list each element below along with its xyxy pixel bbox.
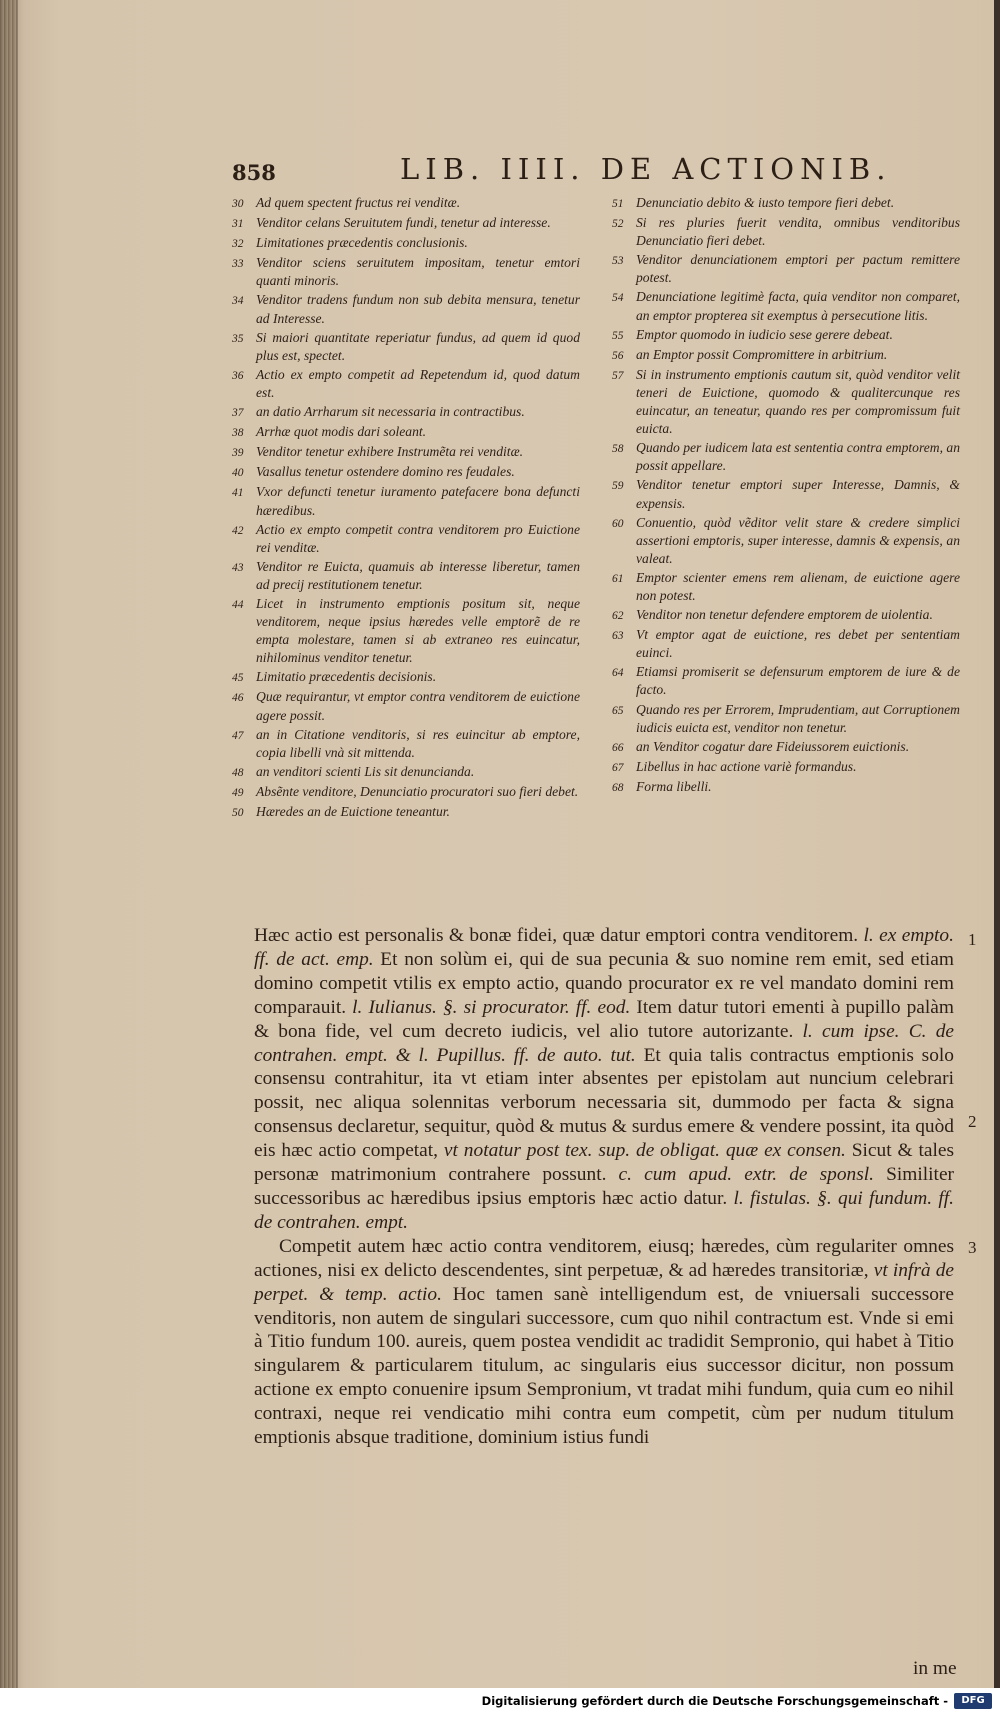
entry-text: Vt emptor agat de euictione, res debet per sententiam euinci. bbox=[636, 627, 960, 661]
summary-entry bbox=[232, 234, 580, 253]
entry-text: Denunciatione legitimè facta, quia venditor non comparet, an emptor propterea sit exemptus à persecutione litis. bbox=[636, 289, 960, 323]
entry-text: Venditor re Euicta, quamuis ab interesse liberetur, tamen ad precij restitutionem tenetur. bbox=[256, 558, 580, 592]
summary-entry bbox=[232, 688, 580, 724]
legal-citation: l. cum ipse. C. de contrahen. empt. & l. Pupillus. ff. de auto. tut. bbox=[254, 1020, 954, 1066]
entry-number: 61 bbox=[612, 572, 624, 585]
entry-text: Forma libelli. bbox=[636, 778, 712, 794]
page-number: 858 bbox=[232, 160, 276, 185]
catchword: in me bbox=[913, 1658, 957, 1679]
summary-entry bbox=[232, 595, 580, 667]
entry-number: 49 bbox=[232, 786, 244, 799]
entry-text: Absẽnte venditore, Denunciatio procuratori suo fieri debet. bbox=[256, 783, 579, 799]
footer-bar bbox=[0, 1688, 1000, 1715]
entry-number: 53 bbox=[612, 255, 624, 268]
entry-number: 36 bbox=[232, 369, 244, 382]
entry-number: 37 bbox=[232, 407, 244, 420]
entry-text: Venditor non tenetur defendere emptorem de uiolentia. bbox=[636, 607, 933, 623]
summary-entry bbox=[232, 254, 580, 290]
summary-entry bbox=[612, 194, 960, 213]
summary-entry bbox=[612, 439, 960, 475]
entry-number: 65 bbox=[612, 704, 624, 717]
summary-entry bbox=[232, 483, 580, 519]
entry-text: Actio ex empto competit contra venditorem pro Euictione rei venditæ. bbox=[256, 521, 580, 555]
entry-number: 31 bbox=[232, 218, 244, 231]
entry-text: Ad quem spectent fructus rei venditæ. bbox=[256, 195, 461, 210]
summary-entry bbox=[612, 346, 960, 365]
summary-entry bbox=[612, 758, 960, 777]
entry-text: Vasallus tenetur ostendere domino res feudales. bbox=[256, 464, 515, 480]
entry-number: 39 bbox=[232, 447, 244, 460]
entry-number: 33 bbox=[232, 258, 244, 271]
text-run: Et quia talis contractus emptionis solo consensu contrahitur, ita vt etiam inter absentes per epistolam aut nuncium celebrari possit, nec aliqua solennitas verborum necessaria sit, dummodo per facta & signa consensus declaretur, sequitur, quòd & mutus & surdus emere & vendere possint, ita quòd eis hæc actio competat, bbox=[254, 1044, 954, 1162]
legal-citation: l. ex empto. ff. de act. emp. bbox=[254, 925, 954, 970]
entry-text: an Venditor cogatur dare Fideiussorem euictionis. bbox=[636, 738, 910, 754]
entry-text: Si maiori quantitate reperiatur fundus, ad quem id quod plus est, spectet. bbox=[256, 329, 580, 363]
summary-entry bbox=[232, 194, 580, 213]
entry-text: Libellus in hac actione variè formandus. bbox=[636, 758, 857, 774]
entry-text: an datio Arrharum sit necessaria in contractibus. bbox=[256, 404, 525, 420]
footer-credit: Digitalisierung gefördert durch die Deutsche Forschungsgemeinschaft - bbox=[481, 1694, 948, 1708]
entry-number: 52 bbox=[612, 218, 624, 231]
paragraph-1 bbox=[254, 924, 954, 1235]
entry-text: Quando res per Errorem, Imprudentiam, aut Corruptionem iudicis euicta est, venditor non tenetur. bbox=[636, 701, 960, 735]
entry-number: 63 bbox=[612, 630, 624, 643]
summary-entry bbox=[612, 663, 960, 699]
entry-number: 56 bbox=[612, 349, 624, 362]
summary-column-left bbox=[232, 194, 580, 823]
entry-text: Denunciatio debito & iusto tempore fieri debet. bbox=[636, 195, 895, 210]
entry-number: 58 bbox=[612, 443, 624, 456]
summary-entry bbox=[612, 251, 960, 287]
entry-number: 32 bbox=[232, 238, 244, 251]
summary-entry bbox=[612, 738, 960, 757]
text-run: Competit autem hæc actio contra venditorem, eiusq; hæredes, cùm regulariter omnes actiones, nisi ex delicto descendentes, sint perpetuæ, & ad hæredes transitoriæ, bbox=[254, 1235, 954, 1281]
entry-number: 59 bbox=[612, 480, 624, 493]
entry-text: Limitatio præcedentis decisionis. bbox=[256, 669, 437, 685]
entry-text: Si res pluries fuerit vendita, omnibus venditoribus Denunciatio fieri debet. bbox=[636, 215, 960, 249]
entry-number: 54 bbox=[612, 292, 624, 305]
paragraph-2 bbox=[254, 1235, 954, 1450]
margin-number: 1 bbox=[968, 930, 977, 949]
entry-number: 68 bbox=[612, 781, 624, 794]
summary-entry bbox=[232, 291, 580, 327]
entry-text: Venditor tenetur emptori super Interesse, Damnis, & expensis. bbox=[636, 477, 960, 511]
summary-entry bbox=[232, 726, 580, 762]
summary-entry bbox=[612, 626, 960, 662]
entry-text: Quæ requirantur, vt emptor contra venditorem de euictione agere possit. bbox=[256, 689, 580, 723]
summary-entry bbox=[232, 423, 580, 442]
entry-number: 41 bbox=[232, 487, 244, 500]
entry-text: Etiamsi promiserit se defensurum emptorem de iure & de facto. bbox=[636, 664, 960, 698]
summary-entry bbox=[612, 214, 960, 250]
entry-text: Quando per iudicem lata est sententia contra emptorem, an possit appellare. bbox=[636, 440, 960, 474]
summary-entry bbox=[232, 403, 580, 422]
summary-entry bbox=[612, 569, 960, 605]
dfg-logo: DFG bbox=[954, 1693, 992, 1709]
legal-citation: l. fistulas. §. qui fundum. ff. de contrahen. empt. bbox=[254, 1187, 954, 1233]
entry-text: Limitationes præcedentis conclusionis. bbox=[256, 235, 468, 251]
margin-number: 2 bbox=[968, 1112, 977, 1131]
entry-text: an Emptor possit Compromittere in arbitrium. bbox=[636, 346, 888, 362]
entry-number: 30 bbox=[232, 198, 244, 210]
entry-number: 48 bbox=[232, 766, 244, 779]
entry-number: 40 bbox=[232, 467, 244, 480]
entry-text: Si in instrumento emptionis cautum sit, quòd venditor velit teneri de Euictione, quomodo & qualitercunque res euincatur, an teneatur, quando res per compromissum fuit euicta. bbox=[636, 366, 960, 437]
entry-number: 51 bbox=[612, 198, 624, 210]
legal-citation: vt infrà de perpet. & temp. actio. bbox=[254, 1259, 954, 1305]
summary-entry bbox=[612, 606, 960, 625]
page-edge bbox=[0, 0, 18, 1715]
entry-number: 34 bbox=[232, 295, 244, 308]
entry-text: Venditor sciens seruitutem impositam, tenetur emtori quanti minoris. bbox=[256, 255, 580, 289]
summary-entry bbox=[232, 366, 580, 402]
summary-entry bbox=[232, 214, 580, 233]
summary-entry bbox=[232, 558, 580, 594]
entry-number: 42 bbox=[232, 524, 244, 537]
summary-entry bbox=[232, 521, 580, 557]
entry-number: 44 bbox=[232, 598, 244, 611]
entry-text: Venditor denunciationem emptori per pactum remittere potest. bbox=[636, 252, 960, 286]
summary-entry bbox=[232, 443, 580, 462]
legal-citation: l. Iulianus. §. si procurator. ff. eod. bbox=[352, 996, 631, 1018]
summary-entry bbox=[232, 763, 580, 782]
text-run: Hoc tamen sanè intelligendum est, de vniuersali successore venditoris, non autem de singulari successore, cum quo nihil contractum est. Vnde si emi à Titio fundum 100. aureis, quem postea vendidit ac tradidit Sempronio, qui habet à Titio singularem & particularem titulum, ac singularis eius successor dicitur, non possum actione ex empto conuenire ipsum Sempronium, vt tradat mihi fundum, quia cum eo nihil contraxi, neque rei vendicatio mihi contra eum competit, cùm per nudum titulum emptionis absque traditione, dominium istius fundi bbox=[254, 1283, 954, 1449]
entry-text: Venditor tradens fundum non sub debita mensura, tenetur ad Interesse. bbox=[256, 292, 580, 326]
entry-text: Hæredes an de Euictione teneantur. bbox=[256, 804, 450, 819]
legal-citation: c. cum apud. extr. de sponsl. bbox=[618, 1164, 875, 1186]
text-run: Similiter successoribus ac hæredibus ipsius emptoris hæc actio datur. bbox=[254, 1164, 955, 1209]
entry-number: 60 bbox=[612, 517, 624, 530]
entry-number: 38 bbox=[232, 427, 244, 440]
text-run: Item datur tutori ementi à pupillo palàm & bona fide, vel cum decreto iudicis, vel alio tutore autorizante. bbox=[254, 996, 954, 1042]
summary-entry bbox=[612, 326, 960, 345]
entry-text: an in Citatione venditoris, si res euincitur ab emptore, copia libelli vnà sit mittenda. bbox=[256, 726, 580, 760]
summary-entry bbox=[232, 783, 580, 802]
entry-number: 66 bbox=[612, 741, 624, 754]
margin-number: 3 bbox=[968, 1238, 977, 1257]
summary-entry bbox=[232, 463, 580, 482]
entry-text: Emptor quomodo in iudicio sese gerere debeat. bbox=[636, 326, 893, 342]
summary-entry bbox=[612, 778, 960, 797]
summary-column-right bbox=[612, 194, 960, 798]
running-title: LIB. IIII. DE ACTIONIB. bbox=[400, 152, 892, 186]
text-run: Et non solùm ei, qui de sua pecunia & suo nomine rem emit, sed etiam domino competit vtilis ex empto actio, quando procurator ex re vel mandato domini rem comparauit. bbox=[254, 948, 954, 1018]
entry-text: Venditor celans Seruitutem fundi, tenetur ad interesse. bbox=[256, 215, 551, 231]
summary-entry bbox=[612, 288, 960, 324]
entry-number: 50 bbox=[232, 807, 244, 819]
entry-number: 64 bbox=[612, 667, 624, 680]
main-text bbox=[254, 924, 954, 1450]
summary-entry bbox=[232, 803, 580, 822]
legal-citation: vt notatur post tex. sup. de obligat. quæ ex consen. bbox=[443, 1140, 846, 1162]
entry-number: 67 bbox=[612, 761, 624, 774]
entry-number: 55 bbox=[612, 329, 624, 342]
summary-entry bbox=[232, 329, 580, 365]
summary-entry bbox=[612, 514, 960, 568]
entry-number: 47 bbox=[232, 729, 244, 742]
entry-text: Emptor scienter emens rem alienam, de euictione agere non potest. bbox=[636, 569, 960, 603]
entry-number: 45 bbox=[232, 672, 244, 685]
gutter-shadow bbox=[994, 0, 1000, 1715]
text-run: Hæc actio est personalis & bonæ fidei, quæ datur emptori contra venditorem. bbox=[254, 925, 864, 946]
summary-entry bbox=[612, 366, 960, 438]
entry-text: Vxor defuncti tenetur iuramento patefacere bona defuncti hæredibus. bbox=[256, 484, 580, 518]
entry-text: Licet in instrumento emptionis positum sit, neque venditorem, neque ipsius hæredes velle emptorẽ de re empta molestare, tamen si ab extraneo res euincatur, nihilominus venditor tenetur. bbox=[256, 595, 580, 666]
entry-number: 57 bbox=[612, 369, 624, 382]
entry-text: an venditori scienti Lis sit denuncianda. bbox=[256, 763, 475, 779]
summary-entry bbox=[232, 668, 580, 687]
entry-number: 43 bbox=[232, 561, 244, 574]
text-run: Sicut & tales personæ matrimonium contrahere possunt. bbox=[254, 1140, 954, 1186]
entry-number: 62 bbox=[612, 610, 624, 623]
entry-text: Conuentio, quòd vẽditor velit stare & credere simplici assertioni emptoris, super interesse, damnis & expensis, an valeat. bbox=[636, 514, 960, 566]
entry-text: Arrhæ quot modis dari soleant. bbox=[256, 424, 427, 440]
summary-entry bbox=[612, 476, 960, 512]
entry-text: Venditor tenetur exhibere Instrumẽta rei venditæ. bbox=[256, 444, 524, 460]
entry-number: 35 bbox=[232, 332, 244, 345]
entry-number: 46 bbox=[232, 692, 244, 705]
summary-entry bbox=[612, 701, 960, 737]
entry-text: Actio ex empto competit ad Repetendum id, quod datum est. bbox=[256, 366, 580, 400]
page-header bbox=[232, 152, 952, 192]
